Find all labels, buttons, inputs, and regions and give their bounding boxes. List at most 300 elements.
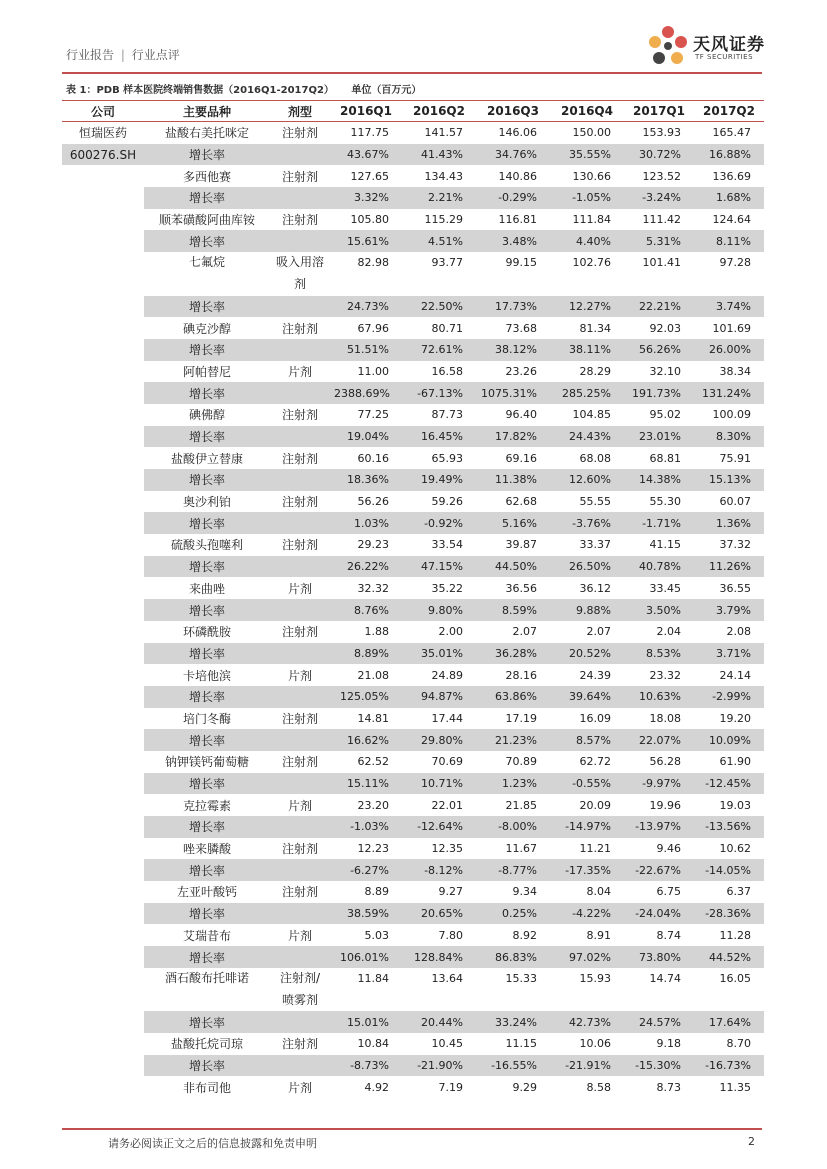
value-cell: 16.88% bbox=[694, 144, 764, 166]
product-row bbox=[62, 881, 764, 903]
value-cell: -12.45% bbox=[694, 773, 764, 795]
growth-label: 增长率 bbox=[144, 426, 270, 448]
value-cell: 131.24% bbox=[694, 382, 764, 404]
growth-row bbox=[62, 230, 764, 252]
company-cell bbox=[62, 165, 144, 187]
value-cell: -8.73% bbox=[330, 1055, 402, 1077]
value-cell: 68.08 bbox=[579, 451, 611, 465]
value-cell: 36.28% bbox=[476, 643, 550, 665]
col-header-2016q3: 2016Q3 bbox=[476, 101, 550, 122]
value-cell: 20.09 bbox=[579, 798, 611, 812]
product-row bbox=[62, 621, 764, 643]
value-cell: 56.26 bbox=[357, 495, 389, 509]
value-cell: 136.69 bbox=[712, 169, 751, 183]
company-cell bbox=[62, 230, 144, 252]
company-cell bbox=[62, 751, 144, 773]
company-cell bbox=[62, 317, 144, 339]
value-cell: 105.80 bbox=[350, 213, 389, 227]
disclaimer-text: 请务必阅读正文之后的信息披露和免责申明 bbox=[108, 1137, 317, 1150]
table-body bbox=[62, 122, 764, 1099]
company-cell bbox=[62, 1055, 144, 1077]
value-cell: 40.78% bbox=[624, 556, 694, 578]
value-cell: 2.08 bbox=[726, 625, 751, 639]
dosage-form bbox=[270, 686, 330, 708]
growth-row bbox=[62, 296, 764, 318]
value-cell: -8.12% bbox=[402, 859, 476, 881]
dosage-form bbox=[270, 1011, 330, 1033]
value-cell: -1.71% bbox=[624, 512, 694, 534]
value-cell: 37.32 bbox=[719, 538, 751, 552]
logo-center bbox=[664, 42, 672, 50]
value-cell: 32.32 bbox=[357, 581, 389, 595]
growth-row bbox=[62, 512, 764, 534]
product-name: 盐酸伊立替康 bbox=[170, 451, 243, 466]
header-divider bbox=[62, 72, 762, 74]
growth-label: 增长率 bbox=[144, 512, 270, 534]
value-cell: 124.64 bbox=[712, 213, 751, 227]
value-cell: 22.50% bbox=[402, 296, 476, 318]
col-header-company: 公司 bbox=[62, 101, 144, 122]
value-cell: 11.15 bbox=[505, 1037, 537, 1051]
value-cell: 13.64 bbox=[431, 971, 463, 985]
value-cell: 10.71% bbox=[402, 773, 476, 795]
product-name: 盐酸托烷司琼 bbox=[170, 1037, 243, 1052]
value-cell: 18.08 bbox=[649, 711, 681, 725]
company-cell bbox=[62, 512, 144, 534]
dosage-form bbox=[270, 339, 330, 361]
company-cell bbox=[62, 729, 144, 751]
value-cell: 1.36% bbox=[694, 512, 764, 534]
value-cell: 191.73% bbox=[624, 382, 694, 404]
dosage-form: 注射剂 bbox=[281, 213, 318, 228]
product-row bbox=[62, 122, 764, 144]
value-cell: 111.84 bbox=[572, 213, 611, 227]
value-cell: 127.65 bbox=[350, 169, 389, 183]
value-cell: 44.50% bbox=[476, 556, 550, 578]
value-cell: 5.16% bbox=[476, 512, 550, 534]
value-cell: 19.03 bbox=[719, 798, 751, 812]
value-cell: 9.34 bbox=[512, 885, 537, 899]
value-cell: 68.81 bbox=[649, 451, 681, 465]
value-cell: 146.06 bbox=[498, 126, 537, 140]
company-cell bbox=[62, 556, 144, 578]
value-cell: 73.68 bbox=[505, 321, 537, 335]
product-name: 碘克沙醇 bbox=[182, 321, 231, 336]
value-cell: 16.09 bbox=[579, 711, 611, 725]
value-cell: 93.77 bbox=[431, 256, 463, 270]
value-cell: 6.37 bbox=[726, 885, 751, 899]
value-cell: 38.11% bbox=[550, 339, 624, 361]
value-cell: 8.89% bbox=[330, 643, 402, 665]
value-cell: 9.29 bbox=[512, 1080, 537, 1094]
value-cell: 3.79% bbox=[694, 599, 764, 621]
product-row bbox=[62, 361, 764, 383]
value-cell: -21.91% bbox=[550, 1055, 624, 1077]
value-cell: 101.69 bbox=[712, 321, 751, 335]
growth-row bbox=[62, 729, 764, 751]
product-name: 来曲唑 bbox=[188, 581, 225, 596]
value-cell: 72.61% bbox=[402, 339, 476, 361]
value-cell: 55.30 bbox=[649, 495, 681, 509]
company-cell bbox=[62, 577, 144, 599]
company-cell bbox=[62, 1076, 144, 1098]
value-cell: -16.73% bbox=[694, 1055, 764, 1077]
dosage-form: 片剂 bbox=[287, 798, 312, 813]
value-cell: 43.67% bbox=[330, 144, 402, 166]
value-cell: 21.08 bbox=[357, 668, 389, 682]
product-name: 克拉霉素 bbox=[182, 798, 231, 813]
value-cell: 60.07 bbox=[719, 495, 751, 509]
value-cell: 4.92 bbox=[364, 1080, 389, 1094]
value-cell: -3.76% bbox=[550, 512, 624, 534]
dosage-form: 注射剂 bbox=[281, 451, 318, 466]
page-number: 2 bbox=[748, 1135, 755, 1148]
value-cell: 8.57% bbox=[550, 729, 624, 751]
product-row bbox=[62, 664, 764, 686]
product-name: 卡培他滨 bbox=[182, 668, 231, 683]
value-cell: 26.22% bbox=[330, 556, 402, 578]
value-cell: -2.99% bbox=[694, 686, 764, 708]
value-cell: 115.29 bbox=[424, 213, 463, 227]
growth-label: 增长率 bbox=[144, 599, 270, 621]
value-cell: 16.05 bbox=[719, 971, 751, 985]
value-cell: 56.28 bbox=[649, 755, 681, 769]
value-cell: 285.25% bbox=[550, 382, 624, 404]
dosage-form bbox=[270, 230, 330, 252]
col-header-product: 主要品种 bbox=[144, 101, 270, 122]
company-cell bbox=[62, 643, 144, 665]
value-cell: 111.42 bbox=[642, 213, 681, 227]
growth-row bbox=[62, 187, 764, 209]
logo-petal bbox=[675, 36, 687, 48]
value-cell: 150.00 bbox=[572, 126, 611, 140]
report-type: 行业报告 bbox=[66, 48, 115, 62]
value-cell: 34.76% bbox=[476, 144, 550, 166]
value-cell: -8.00% bbox=[476, 816, 550, 838]
dosage-form bbox=[270, 382, 330, 404]
value-cell: 9.88% bbox=[550, 599, 624, 621]
dosage-form bbox=[270, 643, 330, 665]
product-row bbox=[62, 317, 764, 339]
dosage-form: 注射剂 bbox=[281, 755, 318, 770]
value-cell: 10.84 bbox=[357, 1037, 389, 1051]
value-cell: 9.80% bbox=[402, 599, 476, 621]
growth-row bbox=[62, 773, 764, 795]
value-cell: 33.45 bbox=[649, 581, 681, 595]
value-cell: 12.27% bbox=[550, 296, 624, 318]
value-cell: 2.07 bbox=[512, 625, 537, 639]
value-cell: 8.70 bbox=[726, 1037, 751, 1051]
value-cell: 56.26% bbox=[624, 339, 694, 361]
value-cell: 8.30% bbox=[694, 426, 764, 448]
value-cell: -15.30% bbox=[624, 1055, 694, 1077]
value-cell: 29.80% bbox=[402, 729, 476, 751]
value-cell: 10.09% bbox=[694, 729, 764, 751]
value-cell: -22.67% bbox=[624, 859, 694, 881]
value-cell: 19.49% bbox=[402, 469, 476, 491]
value-cell: 7.80 bbox=[438, 928, 463, 942]
growth-label: 增长率 bbox=[144, 816, 270, 838]
value-cell: 8.11% bbox=[694, 230, 764, 252]
company-cell bbox=[62, 361, 144, 383]
company-cell bbox=[62, 621, 144, 643]
growth-label: 增长率 bbox=[144, 1055, 270, 1077]
value-cell: 69.16 bbox=[505, 451, 537, 465]
product-row bbox=[62, 404, 764, 426]
value-cell: 22.07% bbox=[624, 729, 694, 751]
growth-label: 增长率 bbox=[144, 469, 270, 491]
value-cell: 5.31% bbox=[624, 230, 694, 252]
value-cell: 42.73% bbox=[550, 1011, 624, 1033]
value-cell: 100.09 bbox=[712, 408, 751, 422]
company-cell bbox=[62, 816, 144, 838]
dosage-form: 片剂 bbox=[287, 1080, 312, 1095]
value-cell: 2.04 bbox=[656, 625, 681, 639]
product-row bbox=[62, 252, 764, 295]
value-cell: -6.27% bbox=[330, 859, 402, 881]
growth-row bbox=[62, 859, 764, 881]
growth-label: 增长率 bbox=[144, 643, 270, 665]
product-name: 非布司他 bbox=[182, 1080, 231, 1095]
value-cell: 19.04% bbox=[330, 426, 402, 448]
product-row bbox=[62, 1076, 764, 1098]
value-cell: 16.58 bbox=[431, 364, 463, 378]
dosage-form bbox=[270, 816, 330, 838]
value-cell: 11.26% bbox=[694, 556, 764, 578]
value-cell: 32.10 bbox=[649, 364, 681, 378]
product-row bbox=[62, 968, 764, 1011]
growth-label: 增长率 bbox=[144, 686, 270, 708]
company-cell bbox=[62, 1033, 144, 1055]
growth-label: 增长率 bbox=[144, 296, 270, 318]
dosage-form bbox=[270, 512, 330, 534]
dosage-form bbox=[270, 296, 330, 318]
value-cell: -8.77% bbox=[476, 859, 550, 881]
product-name: 钠钾镁钙葡萄糖 bbox=[164, 755, 249, 770]
value-cell: 97.28 bbox=[719, 256, 751, 270]
value-cell: -17.35% bbox=[550, 859, 624, 881]
dosage-form bbox=[270, 144, 330, 166]
logo-petal bbox=[649, 36, 661, 48]
value-cell: 2388.69% bbox=[330, 382, 402, 404]
value-cell: 39.64% bbox=[550, 686, 624, 708]
value-cell: 70.89 bbox=[505, 755, 537, 769]
sales-table bbox=[62, 100, 764, 1098]
value-cell: 41.15 bbox=[649, 538, 681, 552]
value-cell: 20.65% bbox=[402, 903, 476, 925]
dosage-form: 注射剂 bbox=[281, 885, 318, 900]
value-cell: 8.92 bbox=[512, 928, 537, 942]
value-cell: -21.90% bbox=[402, 1055, 476, 1077]
report-subtype: 行业点评 bbox=[131, 48, 180, 62]
product-row bbox=[62, 447, 764, 469]
value-cell: 62.68 bbox=[505, 495, 537, 509]
dosage-form bbox=[270, 903, 330, 925]
dosage-form: 注射剂 bbox=[281, 169, 318, 184]
product-name: 酒石酸布托啡诺 bbox=[164, 970, 249, 985]
company-cell: 恒瑞医药 bbox=[78, 126, 127, 141]
growth-label: 增长率 bbox=[144, 946, 270, 968]
value-cell: 14.74 bbox=[649, 971, 681, 985]
value-cell: 15.61% bbox=[330, 230, 402, 252]
value-cell: 3.71% bbox=[694, 643, 764, 665]
value-cell: 92.03 bbox=[649, 321, 681, 335]
logo-petal bbox=[653, 52, 665, 64]
value-cell: 123.52 bbox=[642, 169, 681, 183]
growth-row bbox=[62, 816, 764, 838]
value-cell: -3.24% bbox=[624, 187, 694, 209]
growth-row bbox=[62, 903, 764, 925]
company-cell bbox=[62, 859, 144, 881]
growth-row bbox=[62, 946, 764, 968]
growth-label: 增长率 bbox=[144, 729, 270, 751]
value-cell: 19.96 bbox=[649, 798, 681, 812]
value-cell: 55.55 bbox=[579, 495, 611, 509]
value-cell: 3.74% bbox=[694, 296, 764, 318]
value-cell: 14.38% bbox=[624, 469, 694, 491]
value-cell: 38.12% bbox=[476, 339, 550, 361]
growth-row bbox=[62, 1011, 764, 1033]
company-cell bbox=[62, 404, 144, 426]
value-cell: 9.46 bbox=[656, 842, 681, 856]
growth-row bbox=[62, 426, 764, 448]
value-cell: -16.55% bbox=[476, 1055, 550, 1077]
value-cell: 26.50% bbox=[550, 556, 624, 578]
value-cell: 87.73 bbox=[431, 408, 463, 422]
product-name: 艾瑞昔布 bbox=[182, 928, 231, 943]
value-cell: 21.85 bbox=[505, 798, 537, 812]
growth-label: 增长率 bbox=[144, 187, 270, 209]
product-name: 培门冬酶 bbox=[182, 711, 231, 726]
value-cell: 28.16 bbox=[505, 668, 537, 682]
product-row bbox=[62, 577, 764, 599]
value-cell: 8.53% bbox=[624, 643, 694, 665]
growth-label: 增长率 bbox=[144, 773, 270, 795]
value-cell: 35.55% bbox=[550, 144, 624, 166]
dosage-form bbox=[270, 1055, 330, 1077]
company-cell bbox=[62, 903, 144, 925]
value-cell: 12.60% bbox=[550, 469, 624, 491]
value-cell: 96.40 bbox=[505, 408, 537, 422]
value-cell: 22.01 bbox=[431, 798, 463, 812]
company-cell bbox=[62, 491, 144, 513]
value-cell: 101.41 bbox=[642, 256, 681, 270]
growth-row bbox=[62, 469, 764, 491]
value-cell: 8.89 bbox=[364, 885, 389, 899]
value-cell: -1.05% bbox=[550, 187, 624, 209]
value-cell: -4.22% bbox=[550, 903, 624, 925]
growth-label: 增长率 bbox=[144, 144, 270, 166]
value-cell: 9.18 bbox=[656, 1037, 681, 1051]
dosage-form bbox=[270, 599, 330, 621]
value-cell: 3.48% bbox=[476, 230, 550, 252]
table-caption bbox=[66, 81, 421, 96]
product-row bbox=[62, 794, 764, 816]
dosage-form: 注射剂 bbox=[281, 842, 318, 857]
value-cell: 36.55 bbox=[719, 581, 751, 595]
col-header-2017q1: 2017Q1 bbox=[624, 101, 694, 122]
logo-chinese-name: 天风证券 bbox=[693, 35, 765, 55]
col-header-2016q2: 2016Q2 bbox=[402, 101, 476, 122]
company-cell bbox=[62, 773, 144, 795]
dosage-form: 注射剂 bbox=[281, 711, 318, 726]
footer-divider bbox=[62, 1128, 762, 1130]
value-cell: 2.07 bbox=[586, 625, 611, 639]
dosage-form bbox=[270, 469, 330, 491]
value-cell: 77.25 bbox=[357, 408, 389, 422]
col-header-2016q1: 2016Q1 bbox=[330, 101, 402, 122]
dosage-form bbox=[270, 729, 330, 751]
value-cell: 125.05% bbox=[330, 686, 402, 708]
product-name: 碘佛醇 bbox=[188, 408, 225, 423]
product-name: 多西他赛 bbox=[182, 169, 231, 184]
value-cell: 24.89 bbox=[431, 668, 463, 682]
product-name: 阿帕替尼 bbox=[182, 364, 231, 379]
dosage-form: 片剂 bbox=[287, 581, 312, 596]
value-cell: 95.02 bbox=[649, 408, 681, 422]
value-cell: -0.92% bbox=[402, 512, 476, 534]
value-cell: 102.76 bbox=[572, 256, 611, 270]
product-row bbox=[62, 751, 764, 773]
value-cell: 116.81 bbox=[498, 213, 537, 227]
value-cell: -0.29% bbox=[476, 187, 550, 209]
value-cell: 134.43 bbox=[424, 169, 463, 183]
company-cell bbox=[62, 1011, 144, 1033]
value-cell: 23.26 bbox=[505, 364, 537, 378]
product-name: 环磷酰胺 bbox=[182, 625, 231, 640]
value-cell: -9.97% bbox=[624, 773, 694, 795]
value-cell: 2.21% bbox=[402, 187, 476, 209]
value-cell: 16.62% bbox=[330, 729, 402, 751]
value-cell: 16.45% bbox=[402, 426, 476, 448]
value-cell: 11.28 bbox=[719, 928, 751, 942]
value-cell: 29.23 bbox=[357, 538, 389, 552]
value-cell: 9.27 bbox=[438, 885, 463, 899]
value-cell: 22.21% bbox=[624, 296, 694, 318]
growth-row bbox=[62, 643, 764, 665]
value-cell: 61.90 bbox=[719, 755, 751, 769]
growth-row bbox=[62, 556, 764, 578]
table-unit: 单位（百万元） bbox=[351, 85, 422, 96]
value-cell: -14.05% bbox=[694, 859, 764, 881]
value-cell: 8.58 bbox=[586, 1080, 611, 1094]
company-cell bbox=[62, 339, 144, 361]
company-cell bbox=[62, 794, 144, 816]
value-cell: 67.96 bbox=[357, 321, 389, 335]
value-cell: 17.73% bbox=[476, 296, 550, 318]
value-cell: 39.87 bbox=[505, 538, 537, 552]
value-cell: 36.56 bbox=[505, 581, 537, 595]
value-cell: 38.59% bbox=[330, 903, 402, 925]
dosage-form: 注射剂 bbox=[281, 408, 318, 423]
value-cell: 23.01% bbox=[624, 426, 694, 448]
report-category bbox=[66, 46, 180, 63]
value-cell: 19.20 bbox=[719, 711, 751, 725]
value-cell: 33.54 bbox=[431, 538, 463, 552]
product-name: 七氟烷 bbox=[188, 255, 225, 270]
dosage-form: 注射剂 bbox=[281, 495, 318, 510]
company-cell bbox=[62, 599, 144, 621]
value-cell: 75.91 bbox=[719, 451, 751, 465]
dosage-form bbox=[270, 773, 330, 795]
value-cell: 11.38% bbox=[476, 469, 550, 491]
product-row bbox=[62, 924, 764, 946]
value-cell: 99.15 bbox=[505, 256, 537, 270]
value-cell: -28.36% bbox=[694, 903, 764, 925]
growth-label: 增长率 bbox=[144, 1011, 270, 1033]
value-cell: 60.16 bbox=[357, 451, 389, 465]
value-cell: 15.01% bbox=[330, 1011, 402, 1033]
